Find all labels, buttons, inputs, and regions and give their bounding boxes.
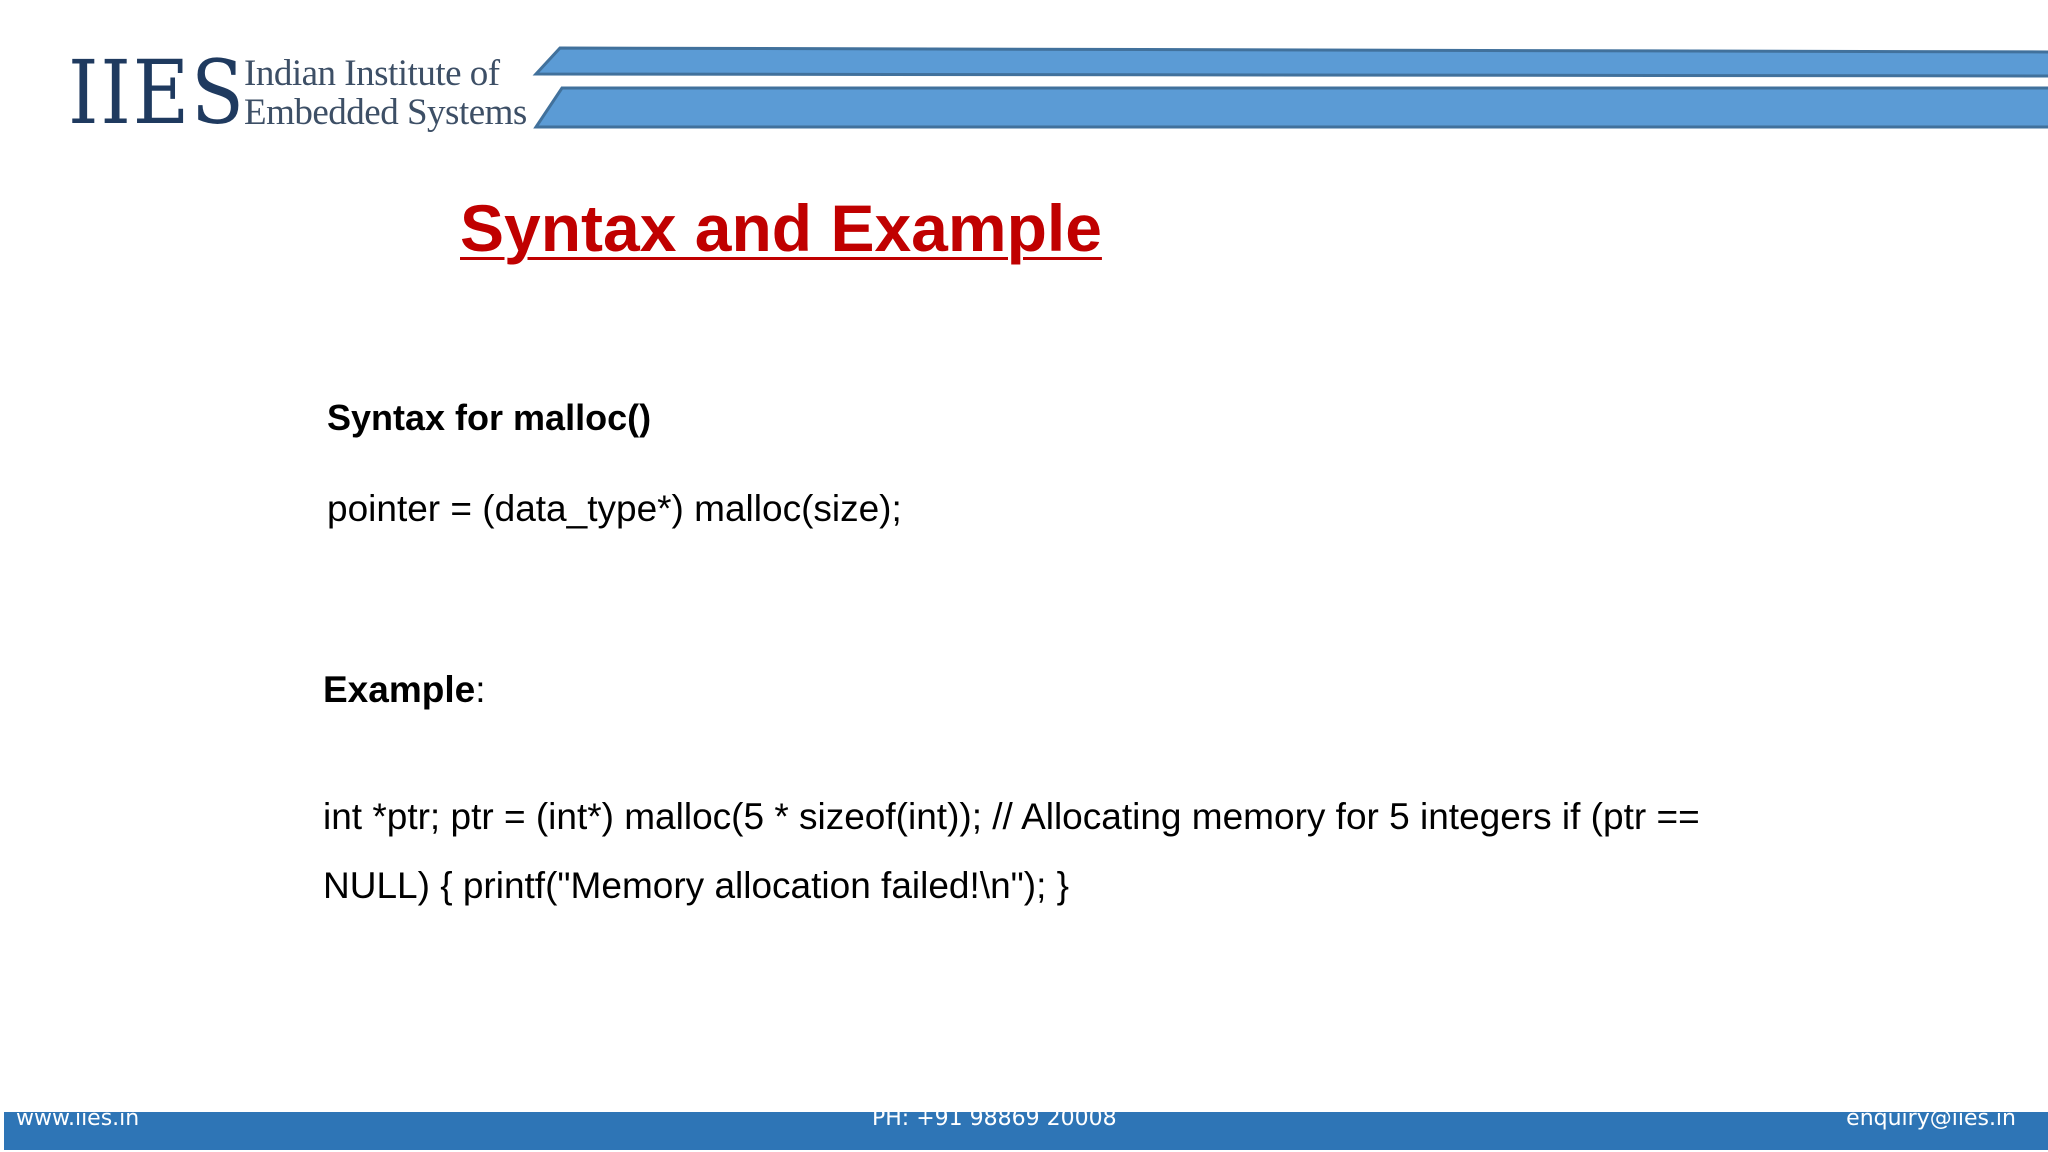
slide-title: Syntax and Example <box>460 191 1102 265</box>
header-decorative-bars <box>530 44 2048 130</box>
footer-phone: PH: +91 98869 20008 <box>872 1106 1117 1131</box>
header-bar-bottom <box>536 88 2048 127</box>
example-code <box>323 782 1823 920</box>
logo-name-line2: Embedded Systems <box>244 92 527 133</box>
example-code-line2: NULL) { printf("Memory allocation failed!\n"); } <box>323 865 1070 906</box>
footer-email[interactable]: enquiry@iies.in <box>1846 1106 2016 1131</box>
iies-logo <box>68 41 527 144</box>
example-heading-label: Example <box>323 669 476 710</box>
logo-institute-name <box>244 54 527 132</box>
syntax-heading: Syntax for malloc() <box>327 397 652 438</box>
footer-bar <box>4 1106 2048 1150</box>
logo-name-line1: Indian Institute of <box>244 53 500 94</box>
example-code-line1: int *ptr; ptr = (int*) malloc(5 * sizeof(int)); // Allocating memory for 5 integers if (ptr == <box>323 796 1700 837</box>
footer-website[interactable]: www.iies.in <box>16 1106 140 1131</box>
example-heading <box>323 669 485 711</box>
syntax-code: pointer = (data_type*) malloc(size); <box>327 488 902 529</box>
header-bar-top <box>536 48 2048 76</box>
example-heading-colon: : <box>475 669 486 710</box>
logo-mark: IIES <box>68 41 246 144</box>
